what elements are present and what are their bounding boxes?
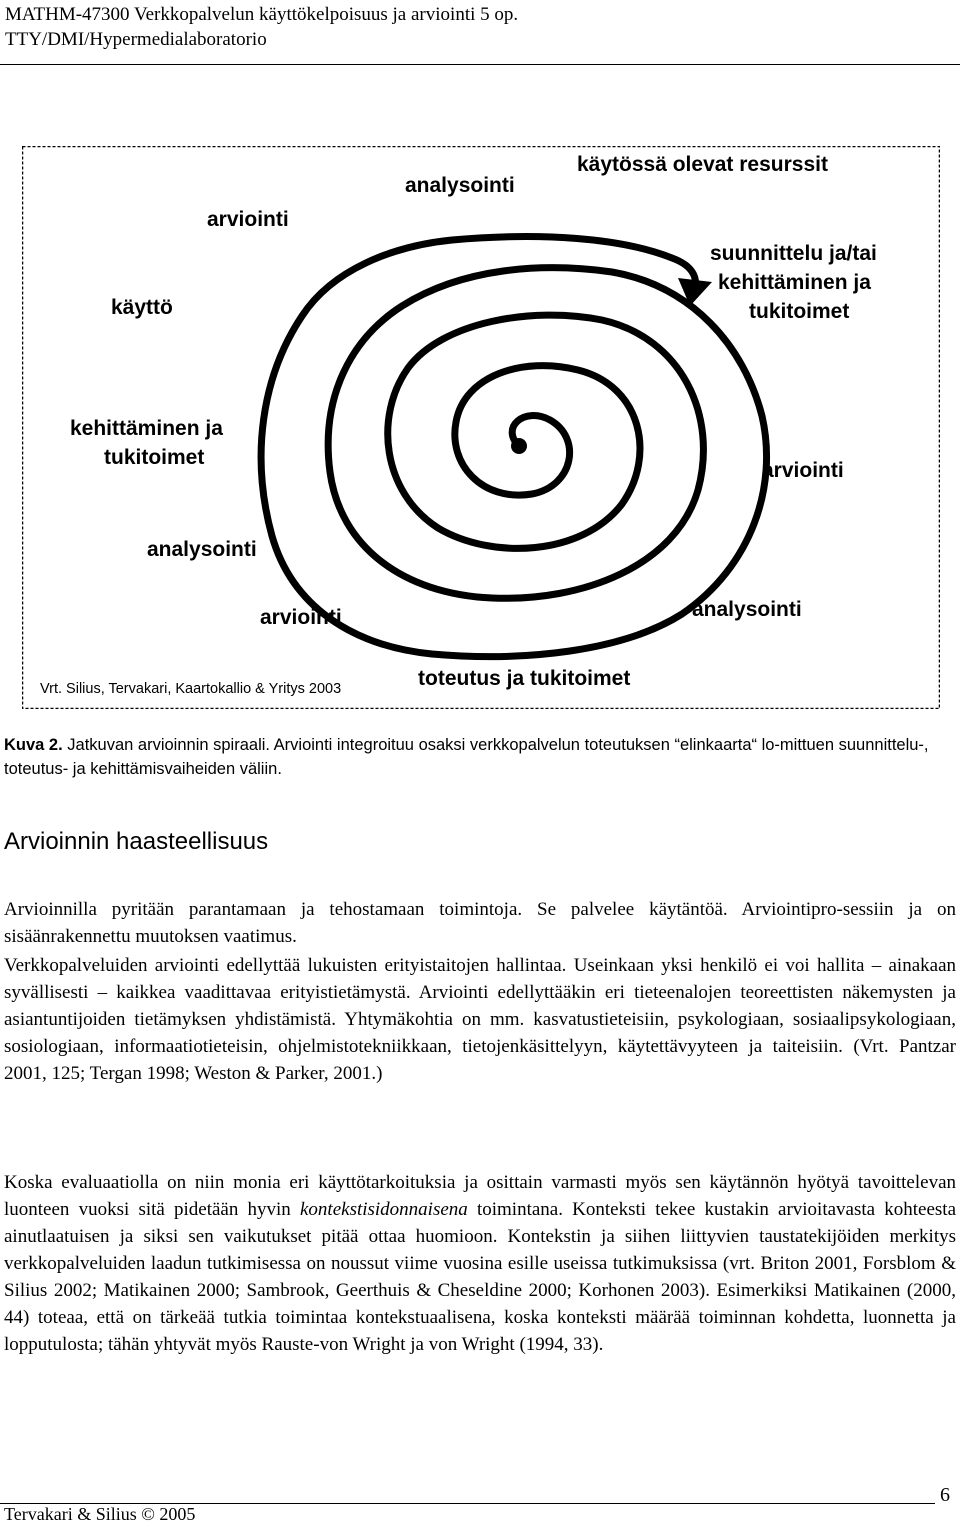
header-department: TTY/DMI/Hypermedialaboratorio	[5, 29, 267, 50]
figure-caption	[4, 733, 950, 781]
caption-text: Jatkuvan arvioinnin spiraali. Arviointi integroituu osaksi verkkopalvelun toteutuksen “elinkaarta“ lo-mittuen suunnittelu-, toteutus- ja kehittämisvaiheiden väliin.	[4, 736, 929, 778]
caption-label: Kuva 2.	[4, 736, 63, 754]
label-design-2: kehittäminen ja	[718, 271, 871, 294]
label-implementation: toteutus ja tukitoimet	[418, 667, 631, 690]
label-evaluation-right: arviointi	[762, 459, 844, 482]
emphasis-term: kontekstisidonnaisena	[299, 1199, 468, 1220]
paragraph-3-part-1: Koska evaluaatiolla on niin monia eri käyttötarkoituksia ja osittain varmasti myös sen käytännön hyötyä tavoittelevan luonteen vuoksi sitä pidetään hyvin	[4, 1172, 956, 1220]
spiral-diagram	[22, 146, 940, 709]
spiral-figure	[22, 146, 940, 709]
paragraph-3-part-2: toimintana. Konteksti tekee kustakin arvioitavasta kohteesta ainutlaatuisen ja siksi sen vaikutukset pitää ottaa huomioon. Kontekstin ja siihen liittyvien taustatekijöiden merkitys verkkopalveluiden laadun tutkimisessa on noussut viime vuosina esille useissa tutkimuksissa (vrt. Briton 2001, Forsblom & Silius 2002; Matikainen 2000; Sambrook, Geerthuis & Cheseldine 2000; Korhonen 2003). Esimerkiksi Matikainen (2000, 44) toteaa, että on tärkeää tutkia toimintaa kontekstuaalisena, koska konteksti määrää toiminnan kohdetta, luonnetta ja lopputulosta; tähän yhtyvät myös Rauste-von Wright ja von Wright (1994, 33).	[4, 1199, 956, 1355]
label-evaluation-top: arviointi	[207, 208, 289, 231]
spiral-center-dot	[511, 438, 527, 454]
page-number: 6	[940, 1484, 950, 1506]
label-evaluation-bottom: arviointi	[260, 606, 342, 629]
label-development-2: tukitoimet	[104, 446, 205, 469]
paragraph-1: Arvioinnilla pyritään parantamaan ja tehostamaan toimintoja. Se palvelee käytäntöä. Arviointipro-sessiin ja on sisäänrakennettu muutoksen vaatimus.	[4, 899, 956, 947]
label-resources: käytössä olevat resurssit	[577, 153, 828, 176]
label-design-3: tukitoimet	[749, 300, 850, 323]
label-analysis-right: analysointi	[692, 598, 802, 621]
label-analysis-left: analysointi	[147, 538, 257, 561]
header-divider	[0, 64, 960, 65]
paragraph-2: Verkkopalveluiden arviointi edellyttää lukuisten erityistaitojen hallintaa. Useinkaan yksi henkilö ei voi hallita – ainakaan syvällisesti – kaikkea vaadittavaa erityistietämystä. Arviointi edellyttääkin eri tieteenalojen teoreettisten näkemysten ja asiantuntijoiden tietämyksen yhdistämistä. Yhtymäkohtia on mm. kasvatustieteisiin, psykologiaan, sosiaalipsykologiaan, sosiologiaan, informaatiotieteisin, ohjelmistotekniikkaan, tietojenkäsittelyyn, käytettävyyteen ja taiteisiin. (Vrt. Pantzar 2001, 125; Tergan 1998; Weston & Parker, 2001.)	[4, 955, 956, 1084]
label-development-1: kehittäminen ja	[70, 417, 223, 440]
page-header	[5, 2, 518, 52]
paragraph-3	[4, 1169, 956, 1358]
section-heading: Arvioinnin haasteellisuus	[4, 828, 269, 855]
header-course: MATHM-47300 Verkkopalvelun käyttökelpoisuus ja arviointi 5 op.	[5, 4, 519, 25]
label-analysis-top: analysointi	[405, 174, 515, 197]
label-design-1: suunnittelu ja/tai	[710, 242, 877, 265]
figure-credit: Vrt. Silius, Tervakari, Kaartokallio & Yritys 2003	[40, 681, 342, 697]
footer-copyright: Tervakari & Silius © 2005	[4, 1504, 196, 1524]
label-usage: käyttö	[111, 296, 173, 319]
